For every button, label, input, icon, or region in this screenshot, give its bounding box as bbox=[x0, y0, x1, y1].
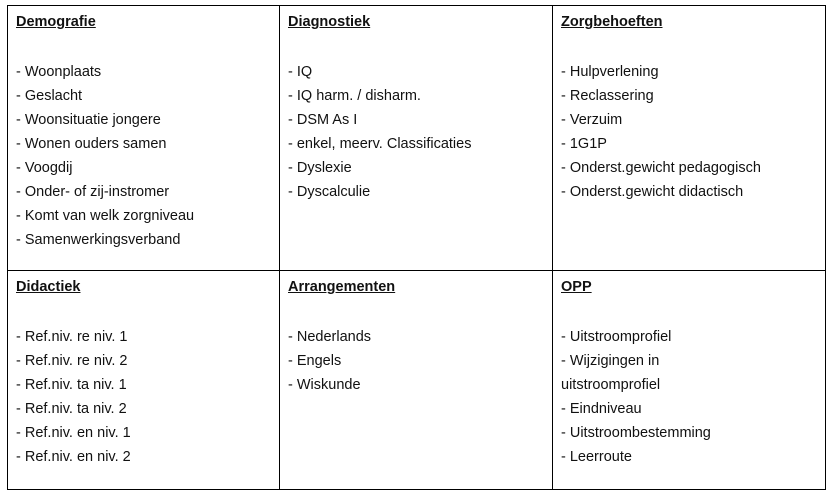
list-item: - Ref.niv. ta niv. 1 bbox=[16, 377, 127, 393]
cell-demografie bbox=[8, 6, 280, 271]
cell-title: Arrangementen bbox=[288, 279, 396, 295]
list-item: - DSM As I bbox=[288, 112, 358, 128]
list-item: - Komt van welk zorgniveau bbox=[16, 208, 195, 224]
item-list bbox=[288, 325, 544, 397]
list-item: - Wijzigingen in bbox=[561, 353, 660, 369]
cell-zorgbehoeften bbox=[553, 6, 825, 271]
cell-title: Demografie bbox=[16, 14, 96, 30]
list-item: - Eindniveau bbox=[561, 401, 642, 417]
cell-title: Didactiek bbox=[16, 279, 81, 295]
list-item: - Ref.niv. ta niv. 2 bbox=[16, 401, 127, 417]
list-item: - Wiskunde bbox=[288, 377, 361, 393]
list-item: - Onderst.gewicht pedagogisch bbox=[561, 160, 761, 176]
list-item: - Leerroute bbox=[561, 449, 632, 465]
cell-title: Zorgbehoeften bbox=[561, 14, 663, 30]
item-list bbox=[16, 60, 271, 252]
item-list bbox=[16, 325, 271, 469]
list-item: - Reclassering bbox=[561, 88, 654, 104]
list-item: - 1G1P bbox=[561, 136, 607, 152]
list-item: - IQ bbox=[288, 64, 313, 80]
list-item: uitstroomprofiel bbox=[561, 377, 661, 393]
item-list bbox=[561, 60, 817, 204]
list-item: - Woonsituatie jongere bbox=[16, 112, 161, 128]
cell-diagnostiek bbox=[280, 6, 553, 271]
list-item: - Uitstroomprofiel bbox=[561, 329, 672, 345]
list-item: - Ref.niv. en niv. 2 bbox=[16, 449, 131, 465]
list-item: - IQ harm. / disharm. bbox=[288, 88, 421, 104]
list-item: - Dyslexie bbox=[288, 160, 352, 176]
list-item: - Geslacht bbox=[16, 88, 83, 104]
list-item: - enkel, meerv. Classificaties bbox=[288, 136, 472, 152]
cell-didactiek bbox=[8, 271, 280, 489]
list-item: - Uitstroombestemming bbox=[561, 425, 711, 441]
list-item: - Engels bbox=[288, 353, 342, 369]
item-list bbox=[561, 325, 817, 469]
list-item: - Ref.niv. re niv. 1 bbox=[16, 329, 128, 345]
list-item: - Onder- of zij-instromer bbox=[16, 184, 170, 200]
cell-arrangementen bbox=[280, 271, 553, 489]
cell-title: Diagnostiek bbox=[288, 14, 371, 30]
list-item: - Samenwerkingsverband bbox=[16, 232, 181, 248]
list-item: - Verzuim bbox=[561, 112, 623, 128]
item-list bbox=[288, 60, 544, 204]
list-item: - Woonplaats bbox=[16, 64, 102, 80]
list-item: - Ref.niv. re niv. 2 bbox=[16, 353, 128, 369]
list-item: - Ref.niv. en niv. 1 bbox=[16, 425, 131, 441]
list-item: - Hulpverlening bbox=[561, 64, 659, 80]
list-item: - Nederlands bbox=[288, 329, 372, 345]
list-item: - Voogdij bbox=[16, 160, 73, 176]
list-item: - Dyscalculie bbox=[288, 184, 371, 200]
cell-title: OPP bbox=[561, 279, 592, 295]
cell-opp bbox=[553, 271, 825, 489]
list-item: - Wonen ouders samen bbox=[16, 136, 167, 152]
list-item: - Onderst.gewicht didactisch bbox=[561, 184, 744, 200]
category-table bbox=[7, 5, 826, 490]
